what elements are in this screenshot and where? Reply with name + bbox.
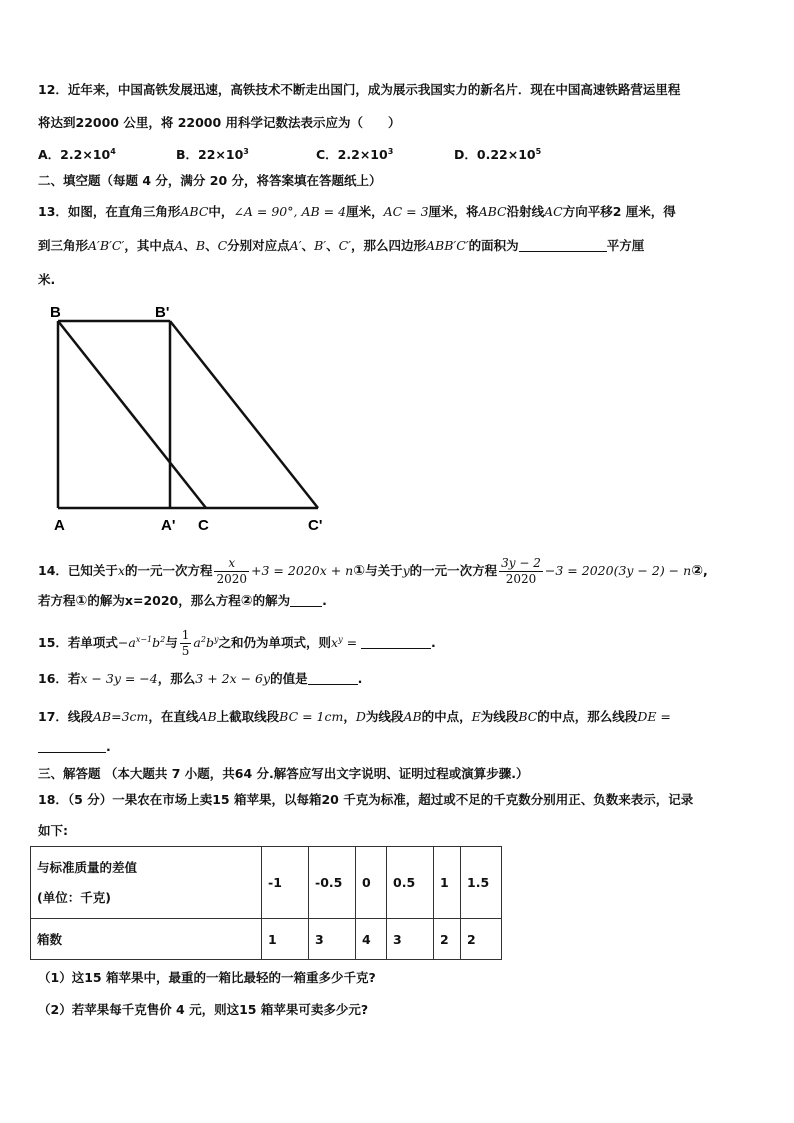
q15-fraction: $\frac{1}{5}$ (181, 628, 190, 658)
q14-fraction-1: $\frac{x}{2020}$ (216, 556, 248, 586)
table-row (31, 919, 502, 960)
table-cell: 1.5 (461, 847, 502, 919)
q12-option-b: B．$22\times 10^3$ (176, 147, 249, 162)
section2-heading: 二、填空题（每题 4 分，满分 20 分，将答案填在答题纸上） (38, 173, 382, 188)
table-cell: 3 (387, 919, 434, 960)
segment-b-prime-c-prime (170, 321, 318, 508)
q18-sub2: （2）若苹果每千克售价 4 元，则这15 箱苹果可卖多少元? (38, 1002, 369, 1017)
q13-line3: 米. (38, 272, 56, 287)
q18-record-table (30, 846, 502, 960)
table-row (31, 847, 502, 919)
q12-option-d: D．$0.22\times 10^5$ (454, 147, 542, 162)
table-cell: -0.5 (309, 847, 356, 919)
q17-answer-blank[interactable] (38, 738, 106, 753)
table-cell: 1 (434, 847, 461, 919)
label-b-prime: B' (155, 304, 170, 321)
label-b: B (50, 304, 61, 321)
q12-option-c: C．$2.2\times 10^3$ (316, 147, 394, 162)
q12-line1: 12．近年来，中国高铁发展迅速，高铁技术不断走出国门，成为展示我国实力的新名片．现在中国高速铁路营运里程 (38, 82, 681, 97)
table-cell: 2 (461, 919, 502, 960)
table-header-cell: 与标准质量的差值 (单位：千克) (31, 847, 262, 919)
q13-line2: 到三角形A′B′C′，其中点A、B、C分别对应点A′、B′、C′，那么四边形ABB′C′的面积为 平方厘 (38, 238, 645, 253)
q15-line: 15．若单项式$-a^{x-1}b^2$与 $\frac{1}{5}$ $a^2b^y$之和仍为单项式，则$x^y$ = . (38, 628, 436, 658)
label-a: A (54, 517, 65, 534)
label-a-prime: A' (161, 517, 176, 534)
q14-line1: 14．已知关于x的一元一次方程 $\frac{x}{2020}$ +3 = 2020x + n①与关于y的一元一次方程 $\frac{3y - 2}{2020}$ −3 = 2020(3y − 2) − n②, (38, 556, 708, 586)
q13-line1: 13．如图，在直角三角形ABC中，∠A = 90°, AB = 4厘米，AC = 3厘米，将ABC沿射线AC方向平移2 厘米，得 (38, 204, 676, 219)
label-c: C (198, 517, 209, 534)
q16-line: 16．若x − 3y = −4，那么3 + 2x − 6y的值是 . (38, 671, 363, 686)
label-c-prime: C' (308, 517, 323, 534)
segment-bc (58, 321, 206, 508)
q18-line1: 18．（5 分）一果农在市场上卖15 箱苹果，以每箱20 千克为标准，超过或不足的千克数分别用正、负数来表示，记录 (38, 792, 694, 807)
table-cell: 2 (434, 919, 461, 960)
q17-line1: 17．线段AB=3cm，在直线AB上截取线段BC = 1cm，D为线段AB的中点，E为线段BC的中点，那么线段DE = (38, 709, 671, 724)
q12-options (38, 146, 758, 164)
table-cell: 0 (356, 847, 387, 919)
table-cell: 3 (309, 919, 356, 960)
table-cell: -1 (262, 847, 309, 919)
q15-answer-blank[interactable] (361, 634, 431, 649)
table-cell: 0.5 (387, 847, 434, 919)
q13-figure (40, 300, 340, 535)
table-cell: 4 (356, 919, 387, 960)
q18-sub1: （1）这15 箱苹果中，最重的一箱比最轻的一箱重多少千克? (38, 970, 376, 985)
table-header-cell: 箱数 (31, 919, 262, 960)
q17-line2: . (38, 738, 758, 756)
q18-line2: 如下: (38, 823, 68, 838)
q12-option-a: A．$2.2\times 10^4$ (38, 147, 116, 162)
section3-heading: 三、解答题 （本大题共 7 小题，共64 分.解答应写出文字说明、证明过程或演算步骤.） (38, 766, 529, 781)
q14-fraction-2: $\frac{3y - 2}{2020}$ (501, 556, 541, 586)
q12-line2: 将达到22000 公里，将 22000 用科学记数法表示应为（ ） (38, 115, 401, 130)
q13-answer-blank[interactable] (519, 237, 607, 252)
q14-answer-blank[interactable] (290, 592, 322, 607)
table-cell: 1 (262, 919, 309, 960)
q16-answer-blank[interactable] (308, 670, 358, 685)
q14-line2: 若方程①的解为x=2020，那么方程②的解为 . (38, 593, 327, 609)
